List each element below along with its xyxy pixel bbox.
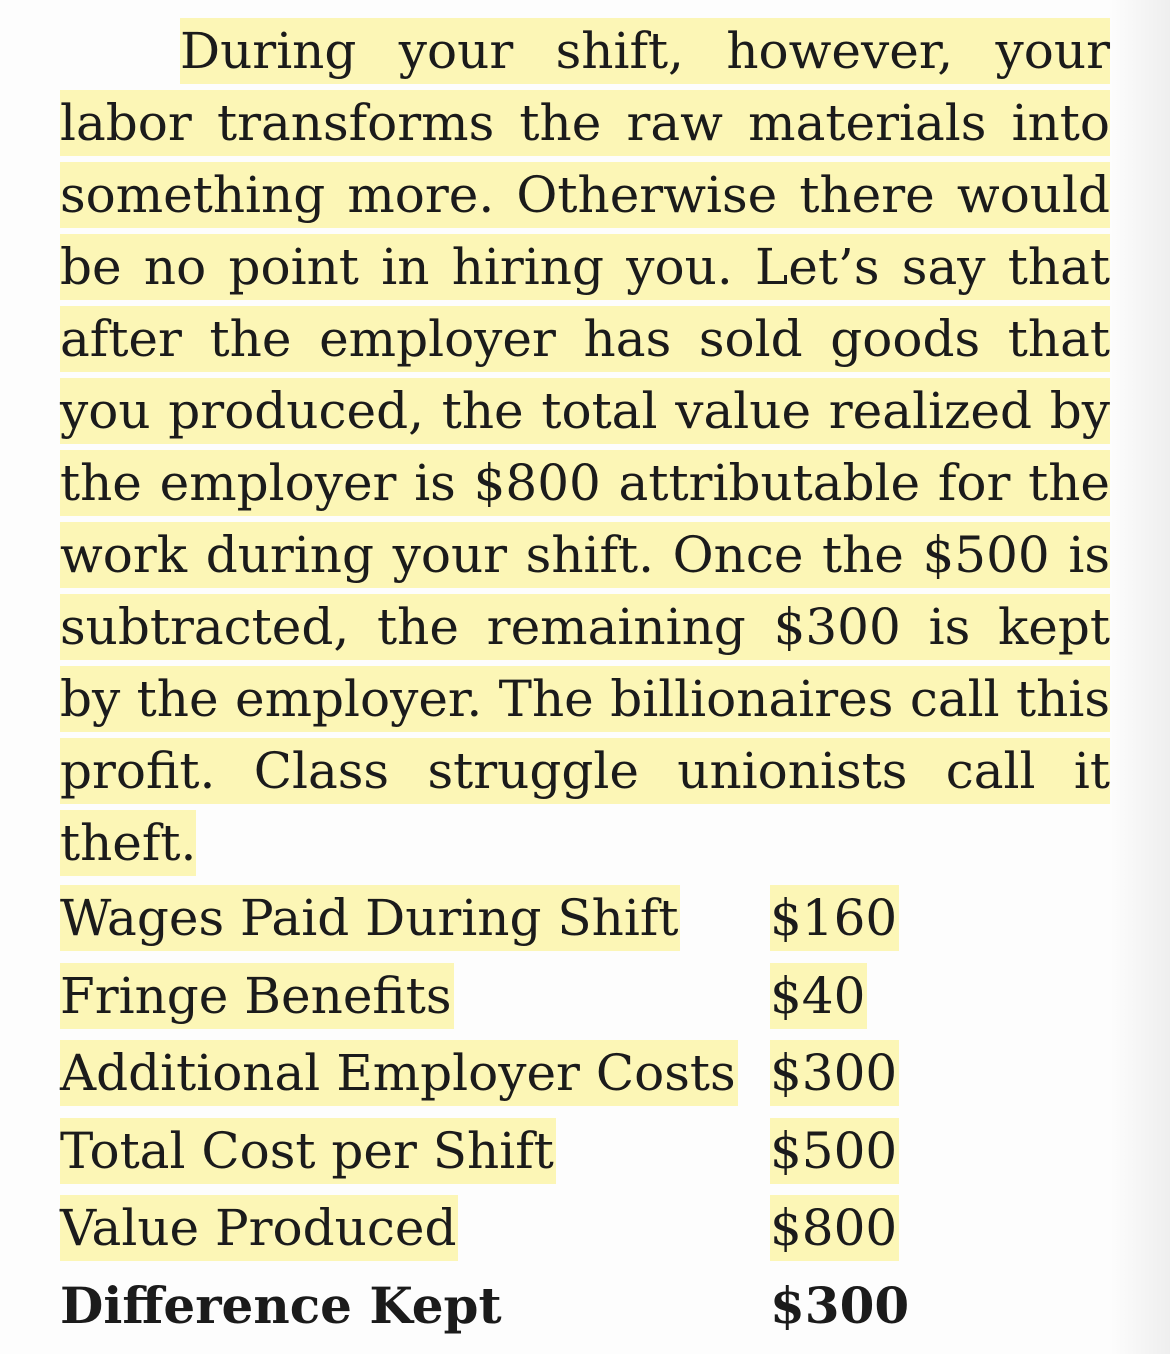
row-amount[interactable]: $800 bbox=[770, 1195, 899, 1261]
row-label: Difference Kept bbox=[60, 1275, 502, 1335]
table-row-total bbox=[60, 1270, 960, 1348]
row-label[interactable]: Additional Employer Costs bbox=[60, 1040, 738, 1106]
highlighted-text[interactable]: be no point in hiring you. Let’s say that bbox=[60, 234, 1110, 300]
row-label[interactable]: Value Produced bbox=[60, 1195, 458, 1261]
row-label[interactable]: Wages Paid During Shift bbox=[60, 885, 680, 951]
row-amount: $300 bbox=[770, 1275, 910, 1335]
row-amount[interactable]: $500 bbox=[770, 1118, 899, 1184]
highlighted-text[interactable]: theft. bbox=[60, 810, 196, 876]
paragraph-line bbox=[60, 591, 1110, 663]
highlighted-text[interactable]: work during your shift. Once the $500 is bbox=[60, 522, 1110, 588]
row-amount[interactable]: $160 bbox=[770, 885, 899, 951]
highlighted-text[interactable]: something more. Otherwise there would bbox=[60, 162, 1110, 228]
row-amount[interactable]: $300 bbox=[770, 1040, 899, 1106]
paragraph-line bbox=[60, 87, 1110, 159]
paragraph-line bbox=[60, 375, 1110, 447]
paragraph-line bbox=[60, 447, 1110, 519]
row-label[interactable]: Total Cost per Shift bbox=[60, 1118, 556, 1184]
table-row bbox=[60, 1037, 960, 1115]
highlighted-text[interactable]: by the employer. The billionaires call this bbox=[60, 666, 1110, 732]
highlighted-text[interactable]: subtracted, the remaining $300 is kept bbox=[60, 594, 1110, 660]
paragraph-line bbox=[60, 159, 1110, 231]
table-row bbox=[60, 882, 960, 960]
row-amount[interactable]: $40 bbox=[770, 963, 867, 1029]
paragraph-line bbox=[60, 231, 1110, 303]
highlighted-text[interactable]: after the employer has sold goods that bbox=[60, 306, 1110, 372]
paragraph-line bbox=[60, 807, 1110, 879]
highlighted-text[interactable]: the employer is $800 attributable for the bbox=[60, 450, 1110, 516]
row-label[interactable]: Fringe Benefits bbox=[60, 963, 454, 1029]
paragraph-line bbox=[60, 735, 1110, 807]
paragraph-line bbox=[60, 663, 1110, 735]
paragraph-line bbox=[60, 303, 1110, 375]
highlighted-text[interactable]: you produced, the total value realized by bbox=[60, 378, 1110, 444]
page-edge-shadow bbox=[1110, 0, 1170, 1354]
cost-table bbox=[60, 882, 960, 1347]
table-row bbox=[60, 960, 960, 1038]
highlighted-text[interactable]: labor transforms the raw materials into bbox=[60, 90, 1110, 156]
highlighted-text[interactable]: profit. Class struggle unionists call it bbox=[60, 738, 1110, 804]
book-page bbox=[60, 15, 1110, 879]
highlighted-text[interactable]: During your shift, however, your bbox=[180, 18, 1110, 84]
paragraph-line bbox=[60, 519, 1110, 591]
table-row bbox=[60, 1192, 960, 1270]
paragraph-line bbox=[60, 15, 1110, 87]
table-row bbox=[60, 1115, 960, 1193]
